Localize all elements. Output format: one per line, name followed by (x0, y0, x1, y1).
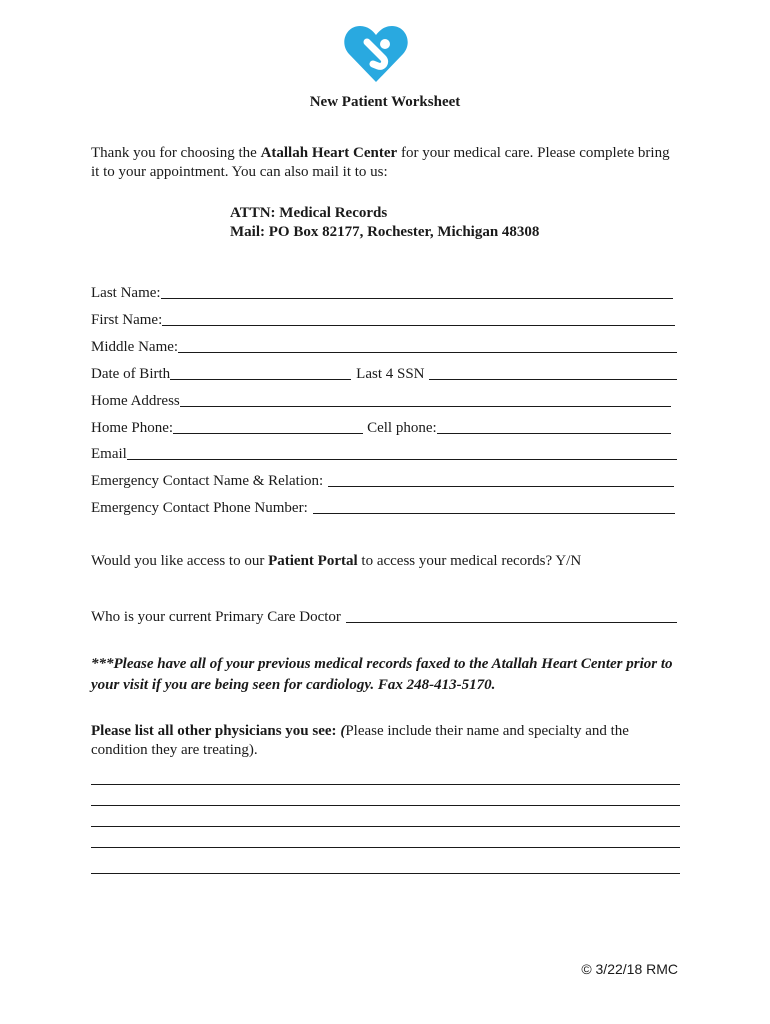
physicians-bold: Please list all other physicians you see: (91, 723, 337, 739)
first-name-field[interactable] (91, 309, 675, 329)
emergency-contact-line[interactable] (328, 486, 674, 487)
center-name: Atallah Heart Center (260, 145, 398, 161)
physicians-paren: ( (336, 723, 346, 739)
fax-note: ***Please have all of your previous medical records faxed to the Atallah Heart Center prior to your visit if you are being seen for cardiology. Fax 248-413-5170. (91, 656, 673, 693)
home-address-label: Home Address (91, 393, 180, 409)
dob-ssn-field[interactable] (91, 363, 677, 383)
home-phone-line[interactable] (173, 433, 363, 434)
dob-label: Date of Birth (91, 366, 171, 382)
last-name-line[interactable] (161, 298, 673, 299)
ssn-label: Last 4 SSN (356, 366, 425, 382)
home-address-line[interactable] (180, 406, 671, 407)
portal-question (91, 552, 581, 571)
portal-text-post: to access your medical records? Y/N (357, 553, 582, 569)
email-line[interactable] (127, 459, 677, 460)
physicians-line-4[interactable] (91, 847, 680, 848)
intro-text-line2: it to your appointment. You can also mail it to us: (91, 164, 388, 180)
primary-care-label: Who is your current Primary Care Doctor (91, 609, 341, 625)
mail-attn: ATTN: Medical Records (230, 205, 388, 221)
cell-phone-label: Cell phone: (367, 420, 437, 436)
emergency-phone-line[interactable] (313, 513, 675, 514)
page-title: New Patient Worksheet (309, 94, 461, 110)
intro-text-pre: Thank you for choosing the (91, 145, 261, 161)
emergency-phone-label: Emergency Contact Phone Number: (91, 500, 308, 516)
middle-name-label: Middle Name: (91, 339, 179, 355)
physicians-line-1[interactable] (91, 784, 680, 785)
middle-name-line[interactable] (178, 352, 677, 353)
last-name-field[interactable] (91, 282, 673, 302)
email-field[interactable] (91, 443, 677, 463)
mail-address: Mail: PO Box 82177, Rochester, Michigan 48308 (230, 224, 540, 240)
last-name-label: Last Name: (91, 285, 161, 301)
emergency-contact-field[interactable] (91, 470, 674, 490)
dob-line[interactable] (170, 379, 351, 380)
primary-care-field[interactable] (91, 606, 677, 626)
middle-name-field[interactable] (91, 336, 677, 356)
heart-logo-icon (343, 24, 409, 84)
intro-paragraph (91, 144, 691, 182)
physicians-line-5[interactable] (91, 873, 680, 874)
first-name-line[interactable] (162, 325, 675, 326)
first-name-label: First Name: (91, 312, 163, 328)
home-phone-label: Home Phone: (91, 420, 174, 436)
physicians-line-2[interactable] (91, 805, 680, 806)
portal-text-pre: Would you like access to our (91, 553, 269, 569)
physicians-text-line1: Please include their name and specialty and the (345, 723, 629, 739)
primary-care-line[interactable] (346, 622, 677, 623)
ssn-line[interactable] (429, 379, 677, 380)
footer-copyright: © 3/22/18 RMC (581, 961, 678, 977)
physicians-line-3[interactable] (91, 826, 680, 827)
physicians-prompt (91, 722, 691, 760)
emergency-contact-label: Emergency Contact Name & Relation: (91, 473, 324, 489)
phone-field[interactable] (91, 417, 671, 437)
emergency-phone-field[interactable] (91, 497, 675, 517)
physicians-text-line2: condition they are treating). (91, 742, 258, 758)
intro-text-post: for your medical care. Please complete bring (397, 145, 670, 161)
portal-name: Patient Portal (268, 553, 358, 569)
home-address-field[interactable] (91, 390, 671, 410)
email-label: Email (91, 446, 127, 462)
cell-phone-line[interactable] (437, 433, 671, 434)
